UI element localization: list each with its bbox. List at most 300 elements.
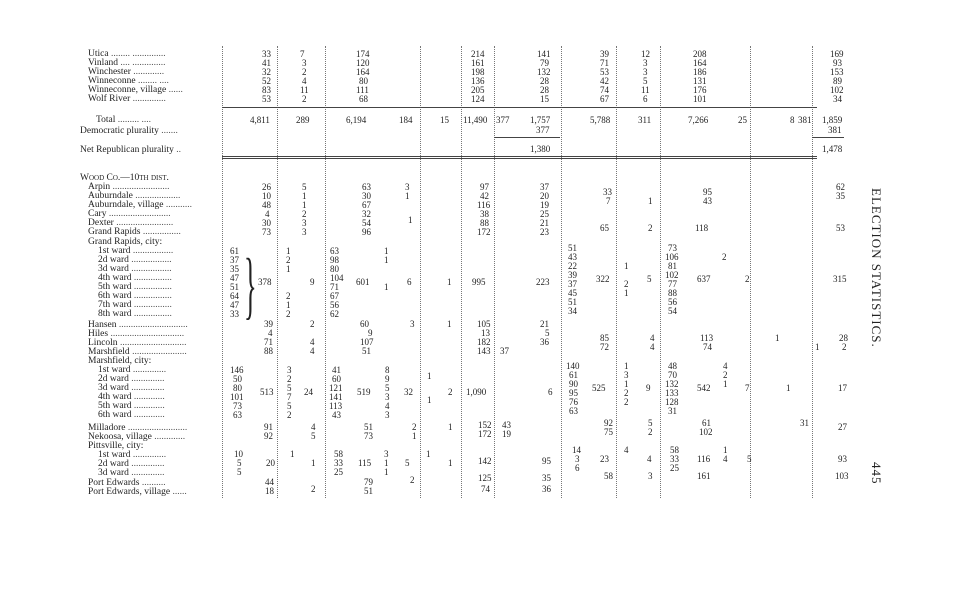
- row-label: Winneconne, village ......: [88, 85, 183, 95]
- cell: 23: [540, 227, 549, 237]
- cell: 4: [268, 328, 273, 338]
- cell: 61: [702, 418, 711, 428]
- ward-label: 2d ward ..............: [98, 459, 165, 469]
- cell: 9: [385, 374, 390, 384]
- cell: 322: [596, 274, 610, 284]
- cell: 95: [703, 187, 712, 197]
- cell: 37: [500, 346, 509, 356]
- cell: 1,757: [530, 115, 551, 125]
- cell: 184: [399, 115, 413, 125]
- cell: 5: [405, 458, 410, 468]
- cell: 111: [356, 85, 369, 95]
- cell: 5: [385, 383, 390, 393]
- cell: 53: [262, 94, 271, 104]
- ward-label: 1st ward ..............: [98, 365, 167, 375]
- row-label: Hansen .............................: [88, 320, 188, 330]
- cell: 4: [650, 342, 655, 352]
- cell: 3: [410, 319, 415, 329]
- cell: 41: [332, 365, 341, 375]
- ward-label: 7th ward ................: [98, 300, 172, 310]
- cell: 8: [385, 365, 390, 375]
- cell: 153: [830, 67, 844, 77]
- cell: 71: [330, 282, 339, 292]
- cell: 5: [648, 418, 653, 428]
- cell: 2: [745, 274, 750, 284]
- cell: 65: [600, 223, 609, 233]
- cell: 2: [723, 370, 728, 380]
- cell: 125: [478, 473, 492, 483]
- cell: 2: [286, 291, 291, 301]
- cell: 10: [262, 191, 271, 201]
- cell: 38: [480, 209, 489, 219]
- cell: 25: [670, 463, 679, 473]
- cell: 136: [471, 76, 485, 86]
- running-head: ELECTION STATISTICS.: [869, 188, 884, 348]
- cell: 11,490: [463, 115, 488, 125]
- cell: 22: [568, 261, 577, 271]
- cell: 1: [384, 246, 389, 256]
- cell: 51: [364, 422, 373, 432]
- cell: 61: [569, 370, 578, 380]
- cell: 28: [839, 333, 848, 343]
- cell: 2: [624, 388, 629, 398]
- cell: 2: [287, 410, 292, 420]
- cell: 60: [360, 319, 369, 329]
- cell: 1: [286, 300, 291, 310]
- cell: 71: [264, 337, 273, 347]
- cell: 5: [237, 458, 242, 468]
- cell: 93: [838, 454, 847, 464]
- cell: 71: [600, 58, 609, 68]
- cell: 4: [723, 361, 728, 371]
- cell: 33: [670, 454, 679, 464]
- cell: 62: [330, 309, 339, 319]
- cell: 41: [262, 58, 271, 68]
- cell: 1: [286, 246, 291, 256]
- cell: 83: [262, 85, 271, 95]
- cell: 63: [569, 406, 578, 416]
- ward-label: 5th ward .............: [98, 401, 165, 411]
- ward-label: 5th ward ................: [98, 282, 172, 292]
- cell: 50: [233, 374, 242, 384]
- cell: 51: [362, 346, 371, 356]
- cell: 1: [412, 431, 417, 441]
- cell: 4: [311, 422, 316, 432]
- cell: 74: [703, 342, 712, 352]
- cell: 79: [540, 58, 549, 68]
- cell: 35: [230, 264, 239, 274]
- cell: 1: [815, 342, 820, 352]
- cell: 56: [330, 300, 339, 310]
- cell: 223: [536, 277, 550, 287]
- cell: 53: [836, 223, 845, 233]
- row-label: Wolf River ..............: [88, 94, 166, 104]
- cell: 4: [385, 401, 390, 411]
- cell: 23: [600, 454, 609, 464]
- cell: 88: [480, 218, 489, 228]
- cell: 1: [286, 264, 291, 274]
- cell: 4: [723, 454, 728, 464]
- city-label: Pittsville, city:: [88, 441, 144, 451]
- cell: 377: [536, 125, 550, 135]
- cell: 172: [477, 227, 491, 237]
- cell: 51: [230, 282, 239, 292]
- cell: 52: [262, 76, 271, 86]
- cell: 11: [641, 85, 650, 95]
- cell: 25: [540, 209, 549, 219]
- cell: 62: [836, 182, 845, 192]
- row-label: Utica ........ ..............: [88, 49, 166, 59]
- ward-label: 4th ward .............: [98, 392, 165, 402]
- ward-label: 6th ward .............: [98, 410, 165, 420]
- cell: 47: [230, 300, 239, 310]
- cell: 2: [842, 342, 847, 352]
- cell: 63: [362, 182, 371, 192]
- cell: 43: [332, 410, 341, 420]
- cell: 132: [665, 379, 679, 389]
- cell: 3: [575, 454, 580, 464]
- cell: 32: [404, 387, 413, 397]
- cell: 34: [568, 306, 577, 316]
- row-label: Vinland .... ..............: [88, 58, 166, 68]
- cell: 172: [478, 429, 492, 439]
- cell: 32: [262, 67, 271, 77]
- cell: 4: [302, 76, 307, 86]
- cell: 30: [362, 191, 371, 201]
- cell: 3: [384, 449, 389, 459]
- ward-label: 3d ward ..............: [98, 468, 165, 478]
- cell: 39: [568, 270, 577, 280]
- cell: 33: [230, 309, 239, 319]
- cell: 519: [357, 387, 371, 397]
- cell: 13: [481, 328, 490, 338]
- cell: 1: [384, 467, 389, 477]
- cell: 101: [230, 392, 244, 402]
- cell: 2: [286, 255, 291, 265]
- rule: [222, 107, 817, 108]
- cell: 37: [230, 255, 239, 265]
- cell: 64: [230, 291, 239, 301]
- ward-label: 4th ward ................: [98, 273, 172, 283]
- ward-label: 1st ward .................: [98, 246, 174, 256]
- cell: 1: [624, 361, 629, 371]
- cell: 104: [330, 273, 344, 283]
- cell: 1: [723, 379, 728, 389]
- cell: 2: [410, 475, 415, 485]
- cell: 1: [384, 282, 389, 292]
- cell: 9: [310, 277, 315, 287]
- cell: 80: [359, 76, 368, 86]
- row-label: Cary ..........................: [88, 209, 171, 219]
- cell: 3: [648, 471, 653, 481]
- cell: 1: [723, 445, 728, 455]
- cell: 79: [364, 477, 373, 487]
- cell: 27: [838, 422, 847, 432]
- cell: 73: [233, 401, 242, 411]
- cell: 39: [600, 49, 609, 59]
- cell: 35: [542, 473, 551, 483]
- ward-label: 2d ward ..............: [98, 374, 165, 384]
- cell: 25: [738, 115, 747, 125]
- cell: 311: [638, 115, 652, 125]
- row-label: Port Edwards, village ......: [88, 487, 187, 497]
- cell: 1: [427, 371, 432, 381]
- cell: 58: [670, 445, 679, 455]
- cell: 3: [385, 392, 390, 402]
- cell: 542: [697, 383, 711, 393]
- cell: 5,788: [590, 115, 611, 125]
- cell: 3: [643, 58, 648, 68]
- cell: 161: [697, 471, 711, 481]
- cell: 21: [540, 319, 549, 329]
- cell: 6: [548, 387, 553, 397]
- cell: 4,811: [250, 115, 270, 125]
- cell: 115: [358, 458, 372, 468]
- dem-plurality-label: Democratic plurality .......: [80, 126, 178, 136]
- cell: 31: [668, 406, 677, 416]
- cell: 2: [722, 252, 727, 262]
- city-label: Marshfield, city:: [88, 356, 152, 366]
- cell: 1: [427, 395, 432, 405]
- cell: 174: [356, 49, 370, 59]
- cell: 164: [693, 58, 707, 68]
- cell: 33: [334, 458, 343, 468]
- row-label: Lincoln ............................: [88, 338, 187, 348]
- cell: 37: [540, 182, 549, 192]
- cell: 141: [537, 49, 551, 59]
- cell: 51: [364, 486, 373, 496]
- cell: 14: [572, 445, 581, 455]
- cell: 15: [440, 115, 449, 125]
- cell: 637: [697, 274, 711, 284]
- cell: 3: [643, 67, 648, 77]
- ward-label: 2d ward .................: [98, 255, 172, 265]
- cell: 128: [665, 397, 679, 407]
- cell: 1: [302, 200, 307, 210]
- cell: 89: [833, 76, 842, 86]
- cell: 93: [833, 58, 842, 68]
- cell: 28: [540, 85, 549, 95]
- cell: 88: [668, 288, 677, 298]
- net-plurality-label: Net Republican plurality ..: [80, 145, 182, 155]
- cell: 60: [332, 374, 341, 384]
- cell: 45: [568, 288, 577, 298]
- total-label: Total ......... ....: [96, 115, 152, 125]
- ward-label: 3d ward ..............: [98, 383, 165, 393]
- cell: 131: [693, 76, 707, 86]
- cell: 2: [310, 319, 315, 329]
- row-label: Milladore .........................: [88, 423, 188, 433]
- cell: 42: [480, 191, 489, 201]
- cell: 19: [540, 200, 549, 210]
- cell: 5: [643, 76, 648, 86]
- cell: 513: [260, 387, 274, 397]
- cell: 3: [287, 365, 292, 375]
- cell: 12: [641, 49, 650, 59]
- row-label: Dexter ........................: [88, 218, 174, 228]
- ward-label: 6th ward ................: [98, 291, 172, 301]
- cell: 25: [334, 467, 343, 477]
- cell: 378: [258, 277, 272, 287]
- cell: 48: [262, 200, 271, 210]
- cell: 5: [311, 431, 316, 441]
- cell: 3: [302, 218, 307, 228]
- cell: 105: [477, 319, 491, 329]
- cell: 3: [405, 182, 410, 192]
- cell: 4: [310, 337, 315, 347]
- cell: 75: [604, 427, 613, 437]
- cell: 381: [798, 115, 812, 125]
- cell: 1: [624, 261, 629, 271]
- cell: 7: [745, 383, 750, 393]
- cell: 120: [356, 58, 370, 68]
- cell: 5: [237, 467, 242, 477]
- cell: 56: [668, 297, 677, 307]
- cell: 198: [471, 67, 485, 77]
- city-label: Grand Rapids, city:: [88, 237, 163, 247]
- cell: 2: [286, 309, 291, 319]
- cell: 169: [830, 49, 844, 59]
- cell: 51: [568, 243, 577, 253]
- cell: 42: [600, 76, 609, 86]
- cell: 36: [540, 337, 549, 347]
- cell: 9: [368, 328, 373, 338]
- cell: 54: [668, 306, 677, 316]
- cell: 1: [624, 288, 629, 298]
- cell: 4: [310, 346, 315, 356]
- cell: 67: [362, 200, 371, 210]
- cell: 63: [330, 246, 339, 256]
- cell: 143: [477, 346, 491, 356]
- cell: 4: [624, 445, 629, 455]
- row-label: Arpin ........................: [88, 182, 170, 192]
- cell: 51: [568, 297, 577, 307]
- cell: 1: [448, 458, 453, 468]
- cell: 161: [471, 58, 485, 68]
- cell: 5: [287, 383, 292, 393]
- rule: [494, 137, 560, 138]
- cell: 9: [646, 383, 651, 393]
- cell: 73: [668, 243, 677, 253]
- cell: 37: [568, 279, 577, 289]
- ward-label: 8th ward ................: [98, 309, 172, 319]
- cell: 1: [384, 458, 389, 468]
- cell: 34: [833, 94, 842, 104]
- cell: 2: [648, 427, 653, 437]
- cell: 1: [290, 449, 295, 459]
- cell: 3: [624, 370, 629, 380]
- cell: 43: [502, 420, 511, 430]
- row-label: Winchester .............: [88, 67, 165, 77]
- cell: 176: [693, 85, 707, 95]
- cell: 6: [643, 94, 648, 104]
- cell: 20: [540, 191, 549, 201]
- county-heading: Wood Co.—10th dist.: [80, 173, 169, 183]
- cell: 77: [668, 279, 677, 289]
- cell: 164: [356, 67, 370, 77]
- cell: 1,859: [822, 115, 843, 125]
- cell: 2: [287, 374, 292, 384]
- cell: 43: [568, 252, 577, 262]
- cell: 74: [600, 85, 609, 95]
- cell: 48: [668, 361, 677, 371]
- cell: 4: [647, 454, 652, 464]
- cell: 601: [356, 277, 370, 287]
- cell: 4: [265, 209, 270, 219]
- cell: 2: [624, 279, 629, 289]
- cell: 1: [302, 191, 307, 201]
- cell: 182: [477, 337, 491, 347]
- cell: 146: [230, 365, 244, 375]
- cell: 81: [668, 261, 677, 271]
- cell: 133: [665, 388, 679, 398]
- cell: 5: [647, 274, 652, 284]
- cell: 1,090: [466, 387, 487, 397]
- cell: 76: [569, 397, 578, 407]
- row-label: Nekoosa, village .............: [88, 432, 186, 442]
- cell: 11: [300, 85, 309, 95]
- cell: 7,266: [688, 115, 709, 125]
- cell: 102: [830, 85, 844, 95]
- cell: 18: [265, 486, 274, 496]
- row-label: Hiles ...............................: [88, 329, 185, 339]
- row-label: Marshfield .......................: [88, 347, 187, 357]
- cell: 96: [362, 227, 371, 237]
- cell: 142: [478, 456, 492, 466]
- cell: 20: [266, 458, 275, 468]
- cell: 28: [540, 76, 549, 86]
- cell: 289: [296, 115, 310, 125]
- cell: 95: [542, 456, 551, 466]
- cell: 377: [496, 115, 510, 125]
- cell: 39: [264, 319, 273, 329]
- cell: 995: [472, 277, 486, 287]
- cell: 107: [360, 337, 374, 347]
- cell: 2: [448, 387, 453, 397]
- cell: 315: [833, 274, 847, 284]
- cell: 1: [775, 333, 780, 343]
- cell: 80: [330, 264, 339, 274]
- cell: 24: [304, 387, 313, 397]
- cell: 152: [478, 420, 492, 430]
- cell: 2: [648, 223, 653, 233]
- cell: 97: [480, 182, 489, 192]
- cell: 2: [624, 397, 629, 407]
- cell: 33: [262, 49, 271, 59]
- cell: 124: [471, 94, 485, 104]
- cell: 15: [540, 94, 549, 104]
- cell: 2: [302, 209, 307, 219]
- cell: 101: [693, 94, 707, 104]
- row-label: Auburndale, village ...........: [88, 200, 192, 210]
- rule: [222, 156, 817, 159]
- cell: 36: [542, 484, 551, 494]
- cell: 67: [600, 94, 609, 104]
- cell: 35: [836, 191, 845, 201]
- cell: 98: [330, 255, 339, 265]
- cell: 5: [747, 454, 752, 464]
- cell: 30: [262, 218, 271, 228]
- cell: 73: [364, 431, 373, 441]
- cell: 61: [230, 246, 239, 256]
- cell: 208: [693, 49, 707, 59]
- cell: 58: [604, 471, 613, 481]
- cell: 1: [624, 379, 629, 389]
- cell: 53: [600, 67, 609, 77]
- cell: 205: [471, 85, 485, 95]
- cell: 54: [362, 218, 371, 228]
- row-label: Port Edwards ..........: [88, 478, 166, 488]
